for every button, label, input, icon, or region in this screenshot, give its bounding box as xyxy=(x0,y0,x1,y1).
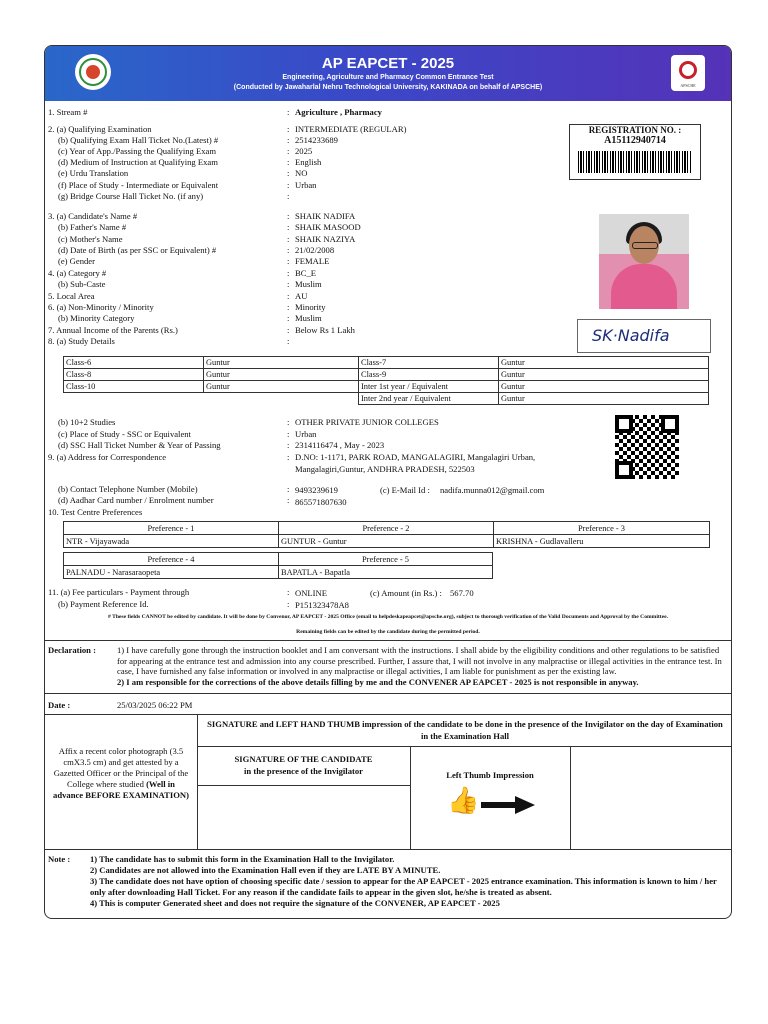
q9a-label: 9. (a) Address for Correspondence xyxy=(48,452,167,462)
payment-mode: ONLINE xyxy=(295,588,327,598)
q8c-label: (c) Place of Study - SSC or Equivalent xyxy=(58,429,191,439)
table-cell: Guntur xyxy=(499,393,709,405)
table-cell: Inter 1st year / Equivalent xyxy=(359,381,499,393)
mother-name: SHAIK NAZIYA xyxy=(295,234,356,244)
q2d-value: English xyxy=(295,157,322,167)
thumb-icon: 👍 xyxy=(447,786,480,816)
q9b-label: (b) Contact Telephone Number (Mobile) xyxy=(58,484,198,494)
q11a-label: 11. (a) Fee particulars - Payment through xyxy=(48,587,190,597)
q8b-value: OTHER PRIVATE JUNIOR COLLEGES xyxy=(295,417,439,427)
address-line2: Mangalagiri,Guntur, ANDHRA PRADESH, 522503 xyxy=(295,464,475,474)
table-row xyxy=(64,357,709,369)
preference-3-header: Preference - 3 xyxy=(494,522,710,535)
candidate-name: SHAIK NADIFA xyxy=(295,211,356,221)
q2e-value: NO xyxy=(295,168,308,178)
signature-candidate-subtitle: in the presence of the Invigilator xyxy=(244,766,363,776)
declaration-label: Declaration : xyxy=(48,645,96,655)
table-cell: Class-8 xyxy=(64,369,204,381)
q7-label: 7. Annual Income of the Parents (Rs.) xyxy=(48,325,178,335)
q8c-value: Urban xyxy=(295,429,317,439)
q3c-label: (c) Mother's Name xyxy=(58,234,123,244)
q8a-label: 8. (a) Study Details xyxy=(48,336,115,346)
date-value: 25/03/2025 06:22 PM xyxy=(117,700,193,710)
q8d-value: 2314116474 , May - 2023 xyxy=(295,440,385,450)
sub-caste: Muslim xyxy=(295,279,322,289)
mobile-number: 9493239619 xyxy=(295,485,338,495)
stream-value: Agriculture , Pharmacy xyxy=(295,107,382,117)
amount-value: 567.70 xyxy=(450,588,474,598)
candidate-signature-image xyxy=(577,319,711,353)
q2b-value: 2514233689 xyxy=(295,135,338,145)
affix-photo-instructions xyxy=(51,746,191,801)
email-label: (c) E-Mail Id : xyxy=(380,485,430,495)
note-2: 2) Candidates are not allowed into the Examination Hall even if they are LATE BY A MINUTE. xyxy=(90,865,441,875)
test-centre-preferences-table-2 xyxy=(63,552,493,579)
payment-reference: P151323478A8 xyxy=(295,600,349,610)
minority-status: Minority xyxy=(295,302,326,312)
registration-box xyxy=(569,124,701,180)
table-row xyxy=(64,566,493,579)
declaration-text xyxy=(117,645,727,687)
table-row xyxy=(64,381,709,393)
barcode-icon xyxy=(578,151,692,173)
table-row xyxy=(64,535,710,548)
date-of-birth: 21/02/2008 xyxy=(295,245,335,255)
table-cell xyxy=(64,393,359,405)
table-row xyxy=(64,553,493,566)
local-area: AU xyxy=(295,291,308,301)
note-1: 1) The candidate has to submit this form in the Examination Hall to the Invigilator. xyxy=(90,854,395,864)
declaration-point-2: 2) I am responsible for the corrections of the above details filling by me and the CONVENER AP EAPCET - 2025 is not responsible in anyway. xyxy=(117,676,639,687)
header-banner xyxy=(45,46,731,101)
note-3: 3) The candidate does not have option of choosing specific date / session to appear for the AP EAPCET - 2025 entrance examination. This information is known to him / her only after downloading Hall Ticket. For any reason if the candidate fails to appear in the given slot, he/she is treated as absent. xyxy=(90,876,717,897)
gender: FEMALE xyxy=(295,256,330,266)
table-cell: Guntur xyxy=(204,357,359,369)
fine-print-editable: Remaining fields can be edited by the candidate during the permitted period. xyxy=(296,629,480,635)
q2a-value: INTERMEDIATE (REGULAR) xyxy=(295,124,407,134)
fine-print-non-editable: # These fields CANNOT be edited by candidate. It will be done by Convenor, AP EAPCET - 2025 Office (email to helpdeskapeapcet@apsche.org), subject to thorough verification of the Valid Documents and Approval by the Committee. xyxy=(108,614,668,620)
preference-5-header: Preference - 5 xyxy=(279,553,493,566)
q3e-label: (e) Gender xyxy=(58,256,95,266)
page-title: AP EAPCET - 2025 xyxy=(321,55,455,72)
apsche-logo-icon: APSCHE xyxy=(671,55,705,91)
signature-candidate-title: SIGNATURE OF THE CANDIDATE xyxy=(234,754,373,764)
study-details-table xyxy=(63,356,709,405)
registration-number: A15112940714 xyxy=(604,135,666,146)
note-label: Note : xyxy=(48,854,71,864)
table-cell: Class-7 xyxy=(359,357,499,369)
q10-label: 10. Test Centre Preferences xyxy=(48,507,143,517)
signature-text: SK·Nadifa xyxy=(592,326,670,345)
header-conducted-by: (Conducted by Jawaharlal Nehru Technological University, KAKINADA on behalf of APSCHE) xyxy=(233,84,543,91)
left-thumb-title: Left Thumb Impression xyxy=(446,770,534,780)
candidate-photo xyxy=(599,214,689,309)
q5-label: 5. Local Area xyxy=(48,291,95,301)
table-cell: Guntur xyxy=(204,369,359,381)
table-cell: Guntur xyxy=(499,357,709,369)
preference-3-value: KRISHNA - Gudlavalleru xyxy=(494,535,710,548)
address-line1: D.NO: 1-1171, PARK ROAD, MANGALAGIRI, Mangalagiri Urban, xyxy=(295,452,536,462)
preference-2-header: Preference - 2 xyxy=(279,522,494,535)
annual-income: Below Rs 1 Lakh xyxy=(295,325,355,335)
q3d-label: (d) Date of Birth (as per SSC or Equivalent) # xyxy=(58,245,217,255)
declaration-point-1: 1) I have carefully gone through the instruction booklet and I am conversant with the instructions. I shall abide by the eligibility conditions and other regulations to be satisfied for appearing at the entrance test and admission into any course prescribed. Further, I assure that, I will not involve in any malpractise or illegal activities in the entrance test. In case, I have furnished any false information or involved in any malpractise or illegal activities, I am liable for punishment as per the existing law. xyxy=(117,645,722,676)
preference-5-value: BAPATLA - Bapatla xyxy=(279,566,493,579)
q4b-label: (b) Sub-Caste xyxy=(58,279,106,289)
header-subtitle: Engineering, Agriculture and Pharmacy Common Entrance Test xyxy=(282,74,494,81)
application-sheet: AP EAPCET - 2025 Engineering, Agriculture and Pharmacy Common Entrance Test (Conducted by Jawaharlal Nehru Technological University, KAKINADA on behalf of APSCHE) APSCHE 1. Stream # : Agriculture , Pharmacy 2. (a) Qualifying Examination : INTERMEDIATE (REGULAR) (b) Qualifying Exam Hall Ticket No.(Latest) # : 2514233689 (c) Year of App./Passing the Qualifying Exam : 2025 (d) Medium of Instruction at Qualifying Exam : English (e) Urdu Translation : NO (f) Place of Study - Intermediate or Equivalent : Urban (g) Bridge Course Hall Ticket No. (if any) : REGISTRATION NO. : A15112940714 3. (a) Candidate's Name # : SHAIK NADIFA (b) Father's Name # : SHAIK MASOOD (c) Mother's Name : SHAIK NAZIYA (d) Date of Birth (as per SSC or Equivalent) # : 21/02/2008 (e) Gender : FEMALE 4. (a) Category # : BC_E (b) Sub-Caste : Muslim 5. Local Area : AU 6. (a) Non-Minority / Minority : Minority (b) Minority Category : Muslim 7. Annual Income of the Parents (Rs.) : Below Rs 1 Lakh 8. (a) Study Details : SK·Nadifa Class-6 Guntur Class-7 Guntur Class-8 Guntur Class-9 Guntur Class-10 Guntur Inter 1st year / Equivalent Guntur Inter 2nd year / Equivalent Guntur (b) 10+2 Studies : OTHER PRIVATE JUNIOR COLLEGES (c) Place of Study - SSC or Equivalent : Urban (d) SSC Hall Ticket Number & Year of Passing : 2314116474 , May - 2023 9. (a) Address for Correspondence : D.NO: 1-1171, PARK ROAD, MANGALAGIRI, Mangalagiri Urban, Mangalagiri,Guntur, ANDHRA PRADESH, 522503 (b) Contact Telephone Number (Mobile) : 9493239619 (c) E-Mail Id : nadifa.munna012@gmail.com (d) Aadhar Card number / Enrolment number : 865571807630 10. Test Centre Preferences Preference - 1 Preference - 2 Preference - 3 NTR - Vijayawada GUNTUR - Guntur KRISHNA - Gudlavalleru Preference - 4 Preference - 5 PALNADU - Narasaraopeta BAPATLA - Bapatla 11. (a) Fee particulars - Payment through : ONLINE (c) Amount (in Rs.) : 567.70 (b) Payment Reference Id. : P151323478A8 # These fields CANNOT be edited by candidate. It will be done by Convenor, AP EAPCET - 2025 Office (email to helpdeskapeapcet@apsche.org), subject to thorough verification of the Valid Documents and Approval by the Committee. Remaining fields can be edited by the candidate during the permitted period. Declaration : 1) I have carefully gone through the instruction booklet and I am conversant with the instructions. I shall abide by the eligibility conditions and other regulations to be satisfied for appearing at the entrance test and admission into any course prescribed. Further, I assure that, I will not involve in any malpractise or illegal activities in the entrance test. In case, I have furnished any false information or involved in any malpractise or illegal activities, I am liable for punishment as per the existing law. 2) I am responsible for the corrections of the above details filling by me and the CONVENER AP EAPCET - 2025 is not responsible in anyway. Date : 25/03/2025 06:22 PM SIGNATURE and LEFT HAND THUMB impression of the candidate to be done in the presence of the Invigilator on the day of Examination in the Examination Hall Affix a recent color photograph (3.5 cmX3.5 cm) and get attested by a Gazetted Officer or the Principal of the College where studied (Well in advance BEFORE EXAMINATION) SIGNATURE OF THE CANDIDATE in the presence of the Invigilator Left Thumb Impression 👍 Note : 1) The candidate has to submit this form in the Examination Hall to the Invigilator. 2) Candidates are not allowed into the Examination Hall even if they are LATE BY A MINUTE. 3) The candidate does not have option of choosing specific date / session to appear for the AP EAPCET - 2025 entrance examination. This information is known to him / her only after downloading Hall Ticket. For any reason if the candidate fails to appear in the given slot, he/she is treated as absent. 4) This is computer Generated sheet and does not require the signature of the CONVENER, AP EAPCET - 2025 xyxy=(44,45,732,919)
q2a-label: 2. (a) Qualifying Examination xyxy=(48,124,152,134)
preference-4-header: Preference - 4 xyxy=(64,553,279,566)
father-name: SHAIK MASOOD xyxy=(295,222,361,232)
table-cell: Guntur xyxy=(499,369,709,381)
q2f-value: Urban xyxy=(295,180,317,190)
category: BC_E xyxy=(295,268,317,278)
minority-category: Muslim xyxy=(295,313,322,323)
q3a-label: 3. (a) Candidate's Name # xyxy=(48,211,138,221)
email-value: nadifa.munna012@gmail.com xyxy=(440,485,545,495)
q3b-label: (b) Father's Name # xyxy=(58,222,127,232)
table-row xyxy=(64,393,709,405)
notes-list xyxy=(90,854,725,909)
q2g-label: (g) Bridge Course Hall Ticket No. (if any) xyxy=(58,191,204,201)
q8d-label: (d) SSC Hall Ticket Number & Year of Passing xyxy=(58,440,221,450)
q2c-value: 2025 xyxy=(295,146,313,156)
preference-1-header: Preference - 1 xyxy=(64,522,279,535)
preference-2-value: GUNTUR - Guntur xyxy=(279,535,494,548)
q6b-label: (b) Minority Category xyxy=(58,313,135,323)
q2b-label: (b) Qualifying Exam Hall Ticket No.(Latest) # xyxy=(58,135,219,145)
q8b-label: (b) 10+2 Studies xyxy=(58,417,116,427)
table-row xyxy=(64,522,710,535)
preference-1-value: NTR - Vijayawada xyxy=(64,535,279,548)
affix-text: Affix a recent color photograph (3.5 cmX3.5 cm) and get attested by a Gazetted Officer or the Principal of the College where studied xyxy=(53,746,189,789)
q2c-label: (c) Year of App./Passing the Qualifying Exam xyxy=(58,146,217,156)
q2d-label: (d) Medium of Instruction at Qualifying Exam xyxy=(58,157,218,167)
table-cell: Inter 2nd year / Equivalent xyxy=(359,393,499,405)
table-cell: Class-10 xyxy=(64,381,204,393)
preference-4-value: PALNADU - Narasaraopeta xyxy=(64,566,279,579)
signature-section-heading: SIGNATURE and LEFT HAND THUMB impression of the candidate to be done in the presence of the Invigilator on the day of Examination in the Examination Hall xyxy=(207,719,723,741)
stream-label: 1. Stream # xyxy=(48,107,88,117)
qr-code-icon xyxy=(615,415,679,479)
q9d-label: (d) Aadhar Card number / Enrolment number xyxy=(58,495,214,505)
affix-bold-text: (Well in advance BEFORE EXAMINATION) xyxy=(53,779,189,800)
table-cell: Guntur xyxy=(204,381,359,393)
table-cell: Class-9 xyxy=(359,369,499,381)
table-row xyxy=(64,369,709,381)
q6a-label: 6. (a) Non-Minority / Minority xyxy=(48,302,154,312)
q2e-label: (e) Urdu Translation xyxy=(58,168,129,178)
registration-label: REGISTRATION NO. : xyxy=(588,125,682,135)
q11b-label: (b) Payment Reference Id. xyxy=(58,599,149,609)
q2f-label: (f) Place of Study - Intermediate or Equivalent xyxy=(58,180,219,190)
table-cell: Guntur xyxy=(499,381,709,393)
note-4: 4) This is computer Generated sheet and does not require the signature of the CONVENER, AP EAPCET - 2025 xyxy=(90,898,500,908)
aadhar-number: 865571807630 xyxy=(295,497,347,507)
date-label: Date : xyxy=(48,700,71,710)
arrow-right-icon xyxy=(481,796,535,814)
table-cell: Class-6 xyxy=(64,357,204,369)
amount-label: (c) Amount (in Rs.) : xyxy=(370,588,442,598)
test-centre-preferences-table xyxy=(63,521,710,548)
q4a-label: 4. (a) Category # xyxy=(48,268,107,278)
